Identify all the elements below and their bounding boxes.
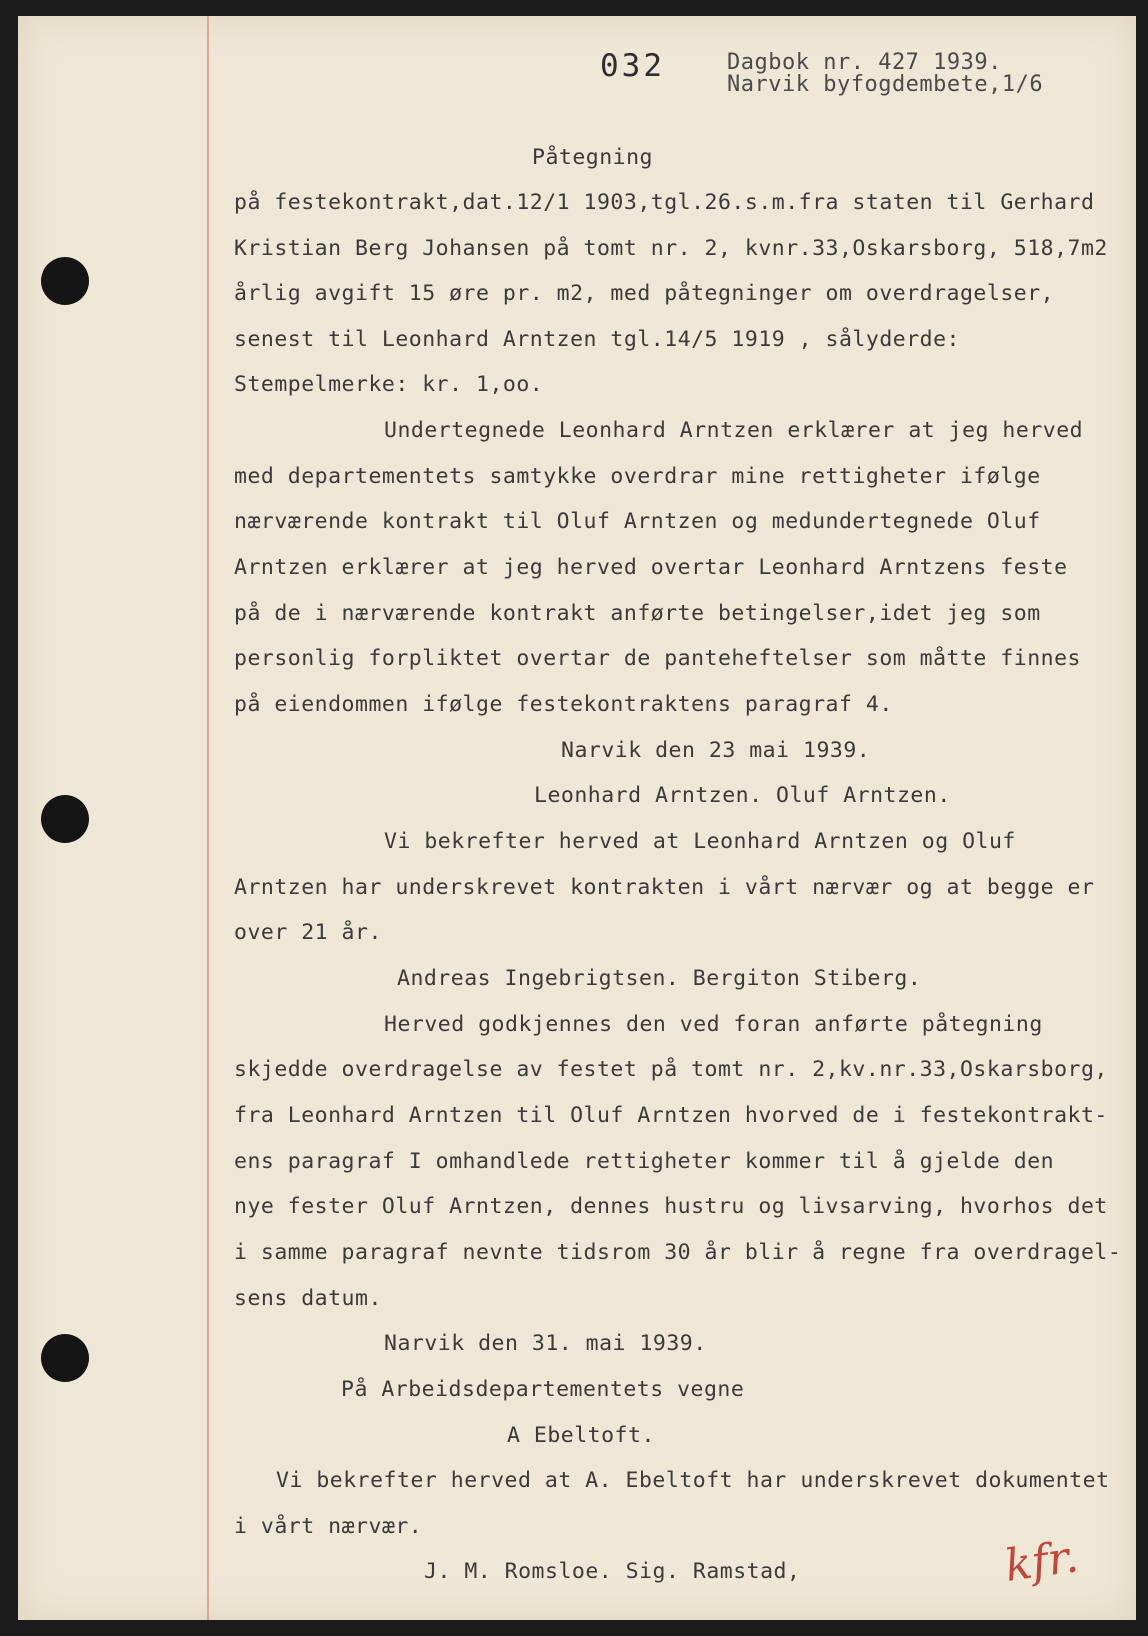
witnesses-line: J. M. Romsloe. Sig. Ramstad, xyxy=(424,1559,801,1584)
body-line: senest til Leonhard Arntzen tgl.14/5 1919 , sålyderde: xyxy=(234,327,960,352)
punch-hole-icon xyxy=(41,795,89,843)
body-line: sens datum. xyxy=(234,1286,382,1311)
body-line: på festekontrakt,dat.12/1 1903,tgl.26.s.m.fra staten til Gerhard xyxy=(234,190,1095,215)
page-number: 032 xyxy=(600,48,665,84)
body-line: nærværende kontrakt til Oluf Arntzen og medundertegnede Oluf xyxy=(234,509,1041,534)
signatories-line: Leonhard Arntzen. Oluf Arntzen. xyxy=(534,783,951,808)
body-line: ens paragraf I omhandlede rettigheter kommer til å gjelde den xyxy=(234,1149,1055,1174)
body-line: nye fester Oluf Arntzen, dennes hustru og livsarving, hvorhos det xyxy=(234,1194,1108,1219)
body-line: Stempelmerke: kr. 1,oo. xyxy=(234,372,544,397)
witnesses-line: Andreas Ingebrigtsen. Bergiton Stiberg. xyxy=(397,966,922,991)
document-title: Påtegning xyxy=(532,145,653,170)
punch-hole-icon xyxy=(41,1334,89,1382)
date-line: Narvik den 23 mai 1939. xyxy=(561,738,871,763)
body-line: Arntzen erklærer at jeg herved overtar Leonhard Arntzens feste xyxy=(234,555,1068,580)
body-line: med departementets samtykke overdrar mine rettigheter ifølge xyxy=(234,464,1041,489)
body-line: personlig forpliktet overtar de panteheftelser som måtte finnes xyxy=(234,646,1081,671)
margin-rule xyxy=(207,16,209,1620)
body-line: på de i nærværende kontrakt anførte betingelser,idet jeg som xyxy=(234,601,1041,626)
body-line: Undertegnede Leonhard Arntzen erklærer at jeg herved xyxy=(384,418,1084,443)
signatory-name: A Ebeltoft. xyxy=(507,1423,655,1448)
journal-entry-line: Dagbok nr. 427 1939. xyxy=(727,50,1002,75)
body-line: Kristian Berg Johansen på tomt nr. 2, kvnr.33,Oskarsborg, 518,7m2 xyxy=(234,236,1108,261)
body-line: fra Leonhard Arntzen til Oluf Arntzen hvorved de i festekontrakt- xyxy=(234,1103,1108,1128)
body-line: i samme paragraf nevnte tidsrom 30 år blir å regne fra overdragel- xyxy=(234,1240,1122,1265)
date-line: Narvik den 31. mai 1939. xyxy=(384,1331,707,1356)
punch-hole-icon xyxy=(41,257,89,305)
handwritten-initials-mark: kfr. xyxy=(1001,1531,1082,1592)
court-office-line: Narvik byfogdembete,1/6 xyxy=(727,72,1044,97)
body-line: Herved godkjennes den ved foran anførte påtegning xyxy=(384,1012,1043,1037)
body-line: på eiendommen ifølge festekontraktens paragraf 4. xyxy=(234,692,893,717)
on-behalf-line: På Arbeidsdepartementets vegne xyxy=(341,1377,745,1402)
body-line: over 21 år. xyxy=(234,920,382,945)
body-line: Arntzen har underskrevet kontrakten i vårt nærvær og at begge er xyxy=(234,875,1095,900)
body-line: Vi bekrefter herved at A. Ebeltoft har underskrevet dokumentet xyxy=(276,1468,1110,1493)
body-line: Vi bekrefter herved at Leonhard Arntzen og Oluf xyxy=(384,829,1016,854)
body-line: årlig avgift 15 øre pr. m2, med påtegninger om overdragelser, xyxy=(234,281,1055,306)
body-line: skjedde overdragelse av festet på tomt nr. 2,kv.nr.33,Oskarsborg, xyxy=(234,1057,1108,1082)
body-line: i vårt nærvær. xyxy=(234,1514,423,1539)
